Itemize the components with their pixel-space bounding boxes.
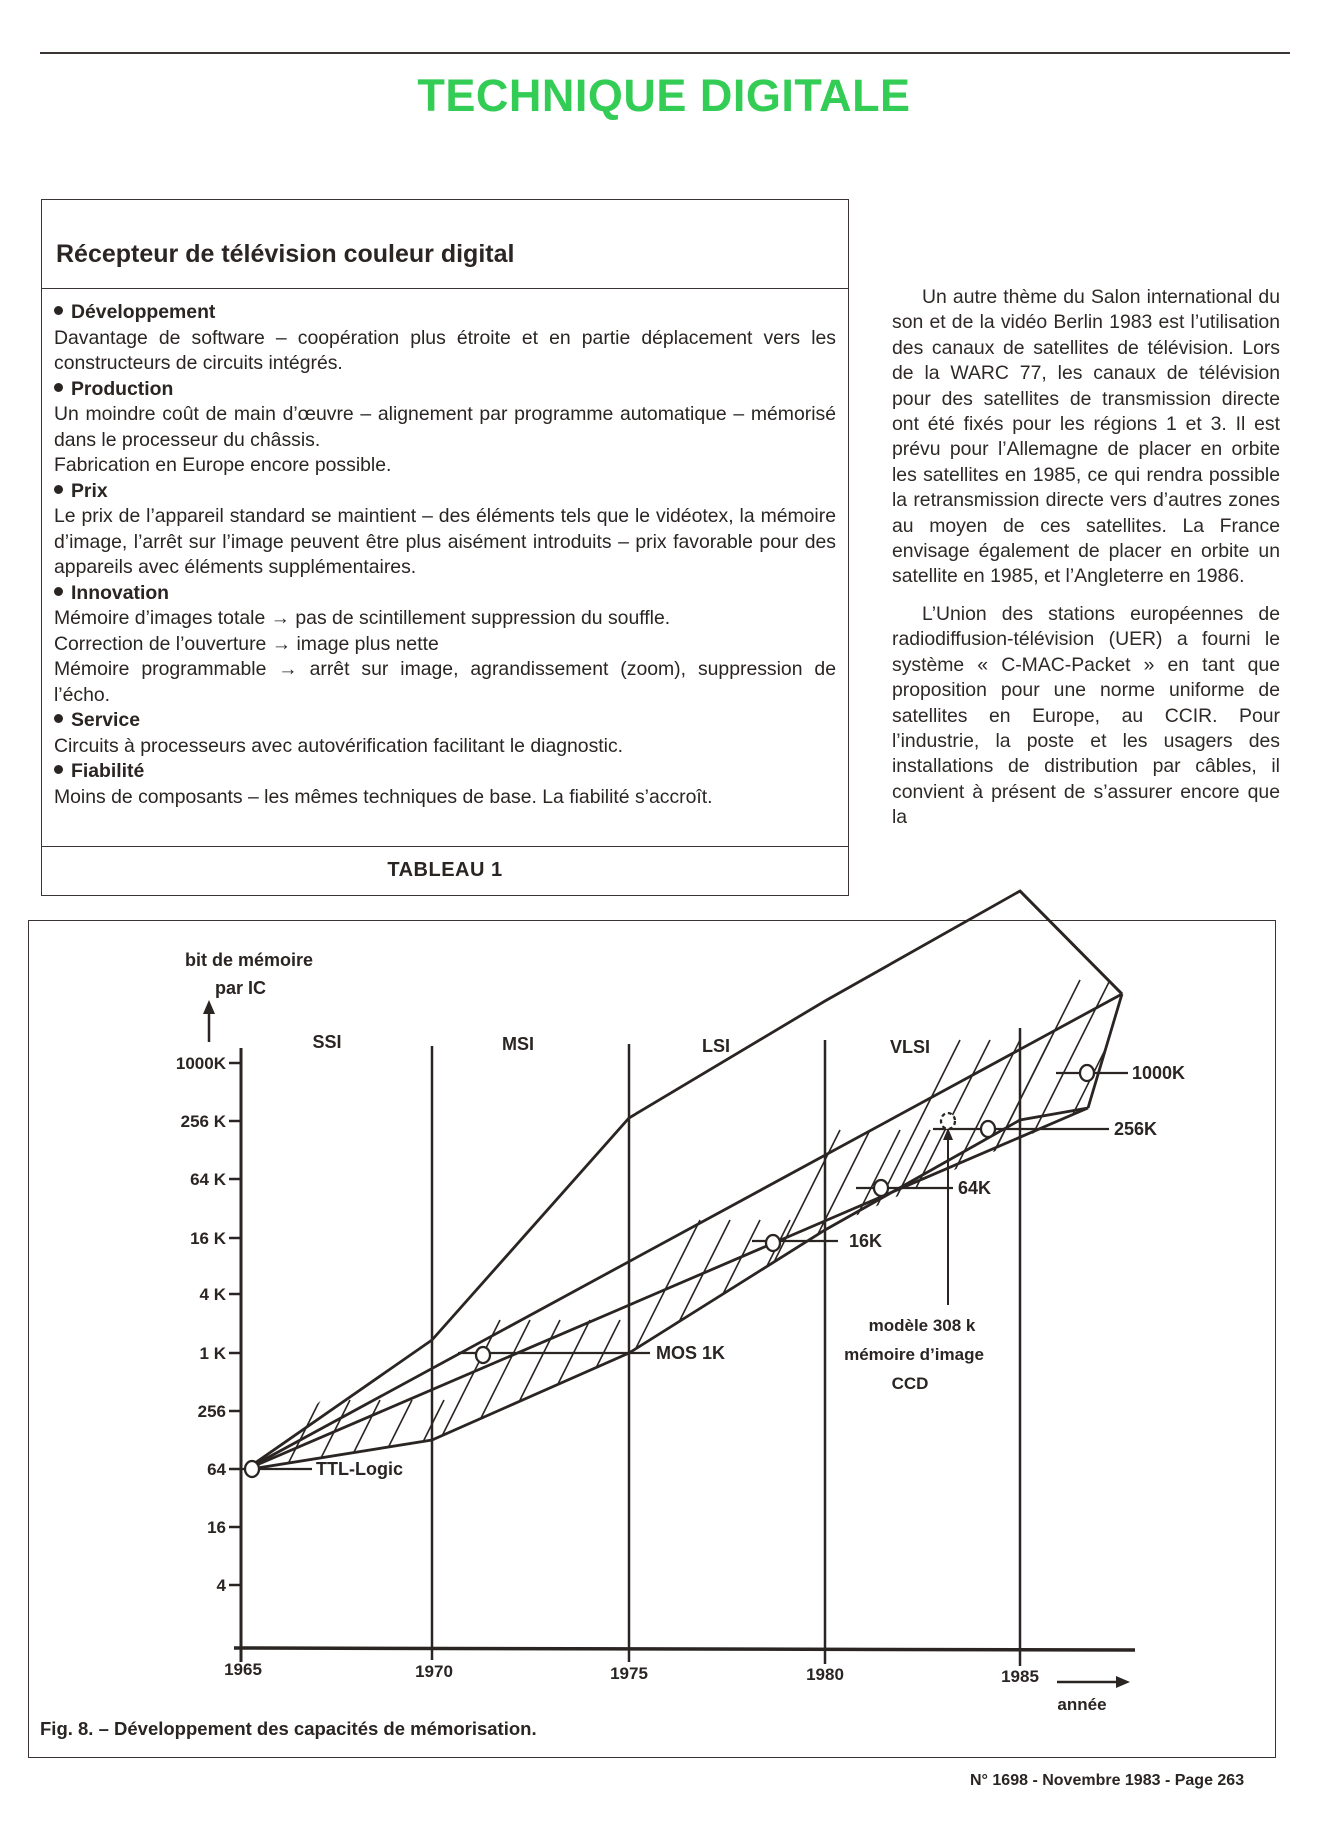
section-text: Circuits à processeurs avec autovérification facilitant le diagnostic. — [54, 734, 624, 757]
era-label-msi: MSI — [501, 1034, 535, 1054]
tableau-label: TABLEAU 1 — [42, 846, 848, 895]
label-mos-1k: MOS 1K — [656, 1343, 726, 1363]
y-tick-label: 256 K — [180, 1112, 226, 1131]
point-ttl — [245, 1461, 259, 1477]
article-paragraph: Un autre thème du Salon international du son et de la vidéo Berlin 1983 est l’utilisation des canaux de satellites de télévision. Lors de la WARC 77, les canaux de télévision pour des satellites de transmission directe ont été fixés pour les régions 1 et 3. Il est prévu pour l’Allemagne de placer en orbite les satellites en 1985, ce qui rendra possible la retransmission directe vers d’autres zones au moyen de ces satellites. La France envisage également de placer en orbite un satellite en 1985, et l’Angleterre en 1986. — [892, 286, 1280, 588]
y-tick-label: 4 — [216, 1576, 226, 1595]
x-axis-label: année — [1057, 1695, 1107, 1714]
section-title: Innovation — [71, 581, 170, 604]
x-tick-label: 1970 — [415, 1662, 453, 1681]
page-title: TECHNIQUE DIGITALE — [417, 70, 911, 121]
section-text: Le prix de l’appareil standard se maintient – des éléments tels que le vidéotex, la mémoire d’image, l’arrêt sur l’image peuvent être plus aisément introduits – prix favorable pour des appareils avec éléments supplémentaires. — [54, 505, 836, 578]
y-tick-label: 64 — [207, 1460, 226, 1479]
section-title: Développement — [71, 301, 216, 323]
article-paragraph: L’Union des stations européennes de radiodiffusion-télévision (UER) a fourni le système « C-MAC-Packet » en tant que proposition pour une norme uniforme de satellites en Europe, au CCIR. Pour l’industrie, la poste et les usagers des installations de distribution par câbles, il convient à présent de s’assurer encore que la — [892, 602, 1280, 829]
label-16k: 16K — [849, 1231, 883, 1251]
y-tick-label: 4 K — [199, 1285, 226, 1304]
right-arrow-icon — [1057, 1676, 1130, 1688]
era-label-vlsi: VLSI — [889, 1037, 931, 1057]
section-text: Fabrication en Europe encore possible. — [54, 454, 392, 476]
section-text: Mémoire programmable → arrêt sur image, agrandissement (zoom), suppression de l’écho. — [54, 658, 836, 706]
point-1000k — [1080, 1065, 1094, 1081]
label-256k: 256K — [1114, 1119, 1158, 1139]
figure-caption: Fig. 8. – Développement des capacités de mémorisation. — [40, 1718, 537, 1739]
y-tick-labels — [176, 1054, 227, 1595]
section-text: Mémoire d’images totale → pas de scintillement suppression du souffle. — [54, 607, 671, 629]
y-tick-label: 64 K — [190, 1170, 226, 1189]
y-tick-label: 1 K — [199, 1344, 226, 1363]
y-axis-label: bit de mémoire — [185, 950, 314, 970]
band-edges — [245, 994, 1122, 1470]
x-tick-labels — [224, 1660, 1039, 1686]
ccd-label-line: CCD — [891, 1374, 929, 1393]
era-label-ssi: SSI — [312, 1032, 342, 1052]
label-1000k: 1000K — [1132, 1063, 1186, 1083]
point-ccd-308k — [941, 1113, 955, 1129]
tableau-heading: Récepteur de télévision couleur digital — [56, 240, 515, 268]
section-text: Un moindre coût de main d’œuvre – alignement par programme automatique – mémorisé dans le processeur du châssis. — [54, 403, 836, 451]
page-footer: N° 1698 - Novembre 1983 - Page 263 — [970, 1772, 1245, 1789]
point-mos-1k — [476, 1347, 490, 1363]
era-labels — [312, 1032, 930, 1057]
label-64k: 64K — [958, 1178, 992, 1198]
section-text: Davantage de software – coopération plus étroite et en partie déplacement vers les constructeurs de circuits intégrés. — [54, 326, 836, 374]
ccd-pointer-arrow-icon — [943, 1128, 953, 1305]
section-title: Fiabilité — [71, 760, 145, 782]
y-tick-label: 16 K — [190, 1229, 226, 1248]
y-tick-label: 1000K — [175, 1054, 226, 1073]
section-text: Correction de l’ouverture → image plus nette — [54, 632, 439, 655]
section-text: Moins de composants – les mêmes techniques de base. La fiabilité s’accroît. — [54, 785, 713, 808]
up-arrow-icon — [203, 1000, 215, 1042]
point-16k — [766, 1235, 780, 1251]
ccd-annotation — [844, 1316, 984, 1393]
y-ticks — [229, 1063, 241, 1585]
era-label-lsi: LSI — [701, 1036, 731, 1056]
point-labels — [316, 1063, 1185, 1479]
section-title: Prix — [71, 479, 108, 502]
ccd-label-line: modèle 308 k — [868, 1316, 976, 1335]
x-tick-label: 1985 — [1001, 1667, 1039, 1686]
y-axis-label: par IC — [215, 978, 267, 998]
x-tick-label: 1965 — [224, 1660, 262, 1679]
y-tick-label: 16 — [207, 1518, 226, 1537]
section-title: Production — [71, 377, 174, 400]
x-tick-label: 1975 — [610, 1664, 648, 1683]
point-64k — [874, 1180, 888, 1196]
x-tick-label: 1980 — [806, 1665, 844, 1684]
y-tick-label: 256 — [197, 1402, 226, 1421]
label-ttl-logic: TTL-Logic — [316, 1459, 403, 1479]
section-title: Service — [71, 709, 141, 731]
x-axis — [234, 1648, 1135, 1650]
point-256k — [981, 1121, 995, 1137]
ccd-label-line: mémoire d’image — [844, 1345, 984, 1364]
hatched-band — [270, 940, 1230, 1500]
